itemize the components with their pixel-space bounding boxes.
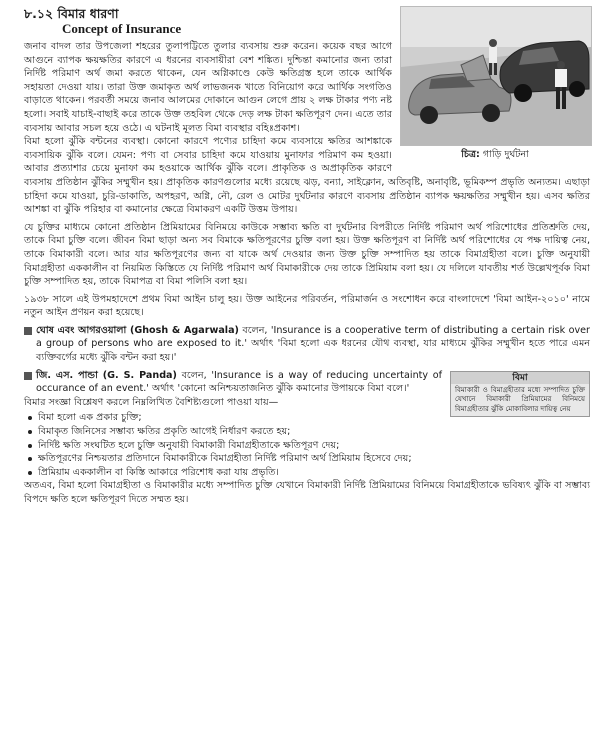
risk-paragraph: বিমা হলো ঝুঁকি বন্টনের ব্যবস্থা। কোনো কারণে পণ্যের চাহিদা কমে ব্যবসায়ে ক্ষতির আশঙ্কাকে ব্যবসায়িক ঝুঁকি বলে। যেমন: পণ্য বা সেবার চাহিদা কমে যাওয়ায় মুনাফার পরিমাণ কম হওয়া। আবার প্রত্যাশার চেয়ে মুনাফা কম হওয়াকে আর্থিক ঝুঁকি বলে। প্রাকৃতিক ও অপ্রাকৃতিক কারণে ব্যবসায় প্রতিষ্ঠান ঝুঁকির সম্মুখীন হয়। প্রাকৃতিক কারণগুলোর মধ্যে রয়েছে ঝড়, বন্যা, সাইক্লোন, অতিবৃষ্টি, অনাবৃষ্টি, ভূমিকম্প প্রভৃতি অন্যতম। এছাড়া চাহিদা কমে যাওয়া, চুরি-ডাকাতি, অপহরণ, অগ্নি, নৌ, রেল ও মোটর দুর্ঘটনার কারণে ব্যবসায় প্রতিষ্ঠান ব্যাপক ক্ষয়ক্ষতির সম্মুখীন হয়। এসব ক্ষতির আশঙ্কা বা ঝুঁকি পরিহার বা কমানোর ক্ষেত্রে বিমাকরণ একটি উত্তম উপায়। (24, 136, 590, 216)
intro-paragraph: জনাব বাদল তার উপজেলা শহরের তুলাপট্টিতে তুলার ব্যবসায় শুরু করেন। কয়েক বছর আগে আগুনে ব্যাপক ক্ষয়ক্ষতির কারণে এ ধরনের ব্যবসায়ীরা বেশ শঙ্কিত। দুশ্চিন্তা কমানোর জন্য তারা নির্দিষ্ট পরিমাণ অর্থ জমা করতে থাকেন, যেন অগ্নিকাণ্ডে কেউ ক্ষতিগ্রস্ত হলে তাকে আর্থিক সহায়তা দেওয়া যায়। তারা উক্ত জমাকৃত অর্থ লাভজনক খাতে বিনিয়োগ করে আর্থিক সংগতিও বাড়াতে থাকেন। পরবর্তী সময়ে জনাব আলমের দোকানে আগুন লেগে প্রায় ২ লক্ষ টাকার পণ্য নষ্ট হলো। সবাই যাচাই-বাছাই করে তাকে উক্ত তহবিল থেকে দেড় লক্ষ টাকা ক্ষতিপূরণ দেন। এতে তার ব্যবসায় আবার সচল হয়ে ওঠে। এ ঘটনাই মূলত বিমা ব্যবস্থার বহিঃপ্রকাশ। (24, 41, 392, 134)
quote-panda-text: বলেন, 'Insurance is a way of reducing uncertainty of occurance of an event.' অর্থাৎ 'কোনো অনিশ্চয়তাজনিত ঝুঁকি কমানোর উপায়কে বিমা বলে।' (36, 369, 442, 395)
features-list (24, 411, 590, 479)
quote-panda-author: জি. এস. পান্ডা (G. S. Panda) (36, 369, 177, 381)
list-item: ক্ষতিপূরণের নিশ্চয়তার প্রতিদানে বিমাকারীকে বিমাগ্রহীতা নির্দিষ্ট পরিমাণ অর্থ প্রিমিয়াম হিসেবে দেয়; (24, 452, 590, 466)
photo-caption-label: চিত্র: (461, 149, 480, 160)
section-title: ৮.১২ বিমার ধারণা (24, 6, 119, 21)
car-accident-illustration (401, 7, 591, 145)
photo-caption (400, 148, 590, 162)
section-subtitle: Concept of Insurance (62, 21, 182, 36)
features-intro: বিমার সংজ্ঞা বিশ্লেষণ করলে নিম্নলিখিত বৈশিষ্ট্যগুলো পাওয়া যায়— (24, 396, 279, 408)
square-bullet-icon (24, 372, 32, 380)
law-paragraph: ১৯৩৮ সালে এই উপমহাদেশে প্রথম বিমা আইন চালু হয়। উক্ত আইনের পরিবর্তন, পরিমার্জন ও সংশোধন করে বাংলাদেশে 'বিমা আইন-২০১০' নামে নতুন আইন প্রণয়ন করা হয়েছে। (24, 293, 590, 319)
list-item: বিমাকৃত জিনিসের সম্ভাব্য ক্ষতির প্রকৃতি আগেই নির্ধারণ করতে হয়; (24, 425, 590, 439)
contract-paragraph: যে চুক্তির মাধ্যমে কোনো প্রতিষ্ঠান প্রিমিয়ামের বিনিময়ে কাউকে সম্ভাব্য ক্ষতি বা দুর্ঘটনার বিপরীতে নির্দিষ্ট পরিমাণ অর্থ পরিশোধের প্রতিশ্রুতি দেয়, তাকে বিমা চুক্তি বলে। জীবন বিমা ছাড়া অন্য সব বিমাকে ক্ষতিপূরণের চুক্তি বলা হয়। উক্ত ক্ষতিপূরণ বা নির্দিষ্ট অর্থ পরিশোধের যে পক্ষ দায়িত্ব নেয়, তাকে বিমাকারী বলে। আর যার ক্ষতিপূরণের জন্য বা যাকে অর্থ দেওয়ার জন্য উক্ত চুক্তি সম্পাদিত হয় তাকে বিমাগ্রহীতা বলে। চুক্তি অনুযায়ী বিমাগ্রহীতা এককালীন বা নিয়মিত কিস্তিতে যে নির্দিষ্ট পরিমাণ অর্থ বিমাকারীকে দেয় তাকে প্রিমিয়াম বলা হয়। যে দলিলে যাবতীয় শর্ত উল্লেখপূর্বক বিমা চুক্তি সম্পাদিত হয়, তাকে বিমাপত্র বা বিমা পলিসি বলা হয়। (24, 221, 590, 288)
square-bullet-icon (24, 327, 32, 335)
list-item: প্রিমিয়াম এককালীন বা কিস্তি আকারে পরিশোধ করা যায় প্রভৃতি। (24, 466, 590, 480)
accident-photo (400, 6, 590, 162)
photo-caption-text: গাড়ি দুর্ঘটনা (479, 149, 529, 160)
conclusion-paragraph: অতএব, বিমা হলো বিমাগ্রহীতা ও বিমাকারীর মধ্যে সম্পাদিত চুক্তি যেখানে বিমাকারী নির্দিষ্ট প্রিমিয়ামের বিনিময়ে বিমাগ্রহীতাকে ভবিষ্যৎ ঝুঁকি বা সম্ভাব্য বিপদে ক্ষতি হলে ক্ষতিপূরণ দিতে সম্মত হয়। (24, 480, 590, 505)
quote-ghosh (24, 324, 590, 365)
intro-block (24, 40, 590, 160)
textbook-page (24, 6, 590, 507)
list-item: নির্দিষ্ট ক্ষতি সংঘটিত হলে চুক্তি অনুযায়ী বিমাকারী বিমাগ্রহীতাকে ক্ষতিপূরণ দেয়; (24, 439, 590, 453)
quote-ghosh-author: ঘোষ এবং আগরওয়ালা (Ghosh & Agarwala) (36, 324, 239, 336)
quote-ghosh-text: বলেন, 'Insurance is a cooperative term of distributing a certain risk over a group of persons who are exposed to it.' অর্থাৎ 'বিমা হলো এক ধরনের যৌথ ব্যবস্থা, যার মাধ্যমে ঝুঁকির সম্মুখীন হতে পারে এমন ব্যক্তিবর্গের মধ্যে ঝুঁকি বন্টন করা হয়।' (36, 324, 590, 364)
quote-panda (24, 369, 590, 396)
sidebox-body: বিমাকারী ও বিমাগ্রহীতার মধ্যে সম্পাদিত চুক্তি যেখানে বিমাকারী প্রিমিয়ামের বিনিময়ে বিমাগ্রহীতার ঝুঁকি মোকাবিলার দায়িত্ব নেয় (455, 385, 585, 413)
list-item: বিমা হলো এক প্রকার চুক্তি; (24, 411, 590, 425)
sidebox-heading: বিমা (451, 372, 589, 384)
car-accident-image (400, 6, 592, 146)
